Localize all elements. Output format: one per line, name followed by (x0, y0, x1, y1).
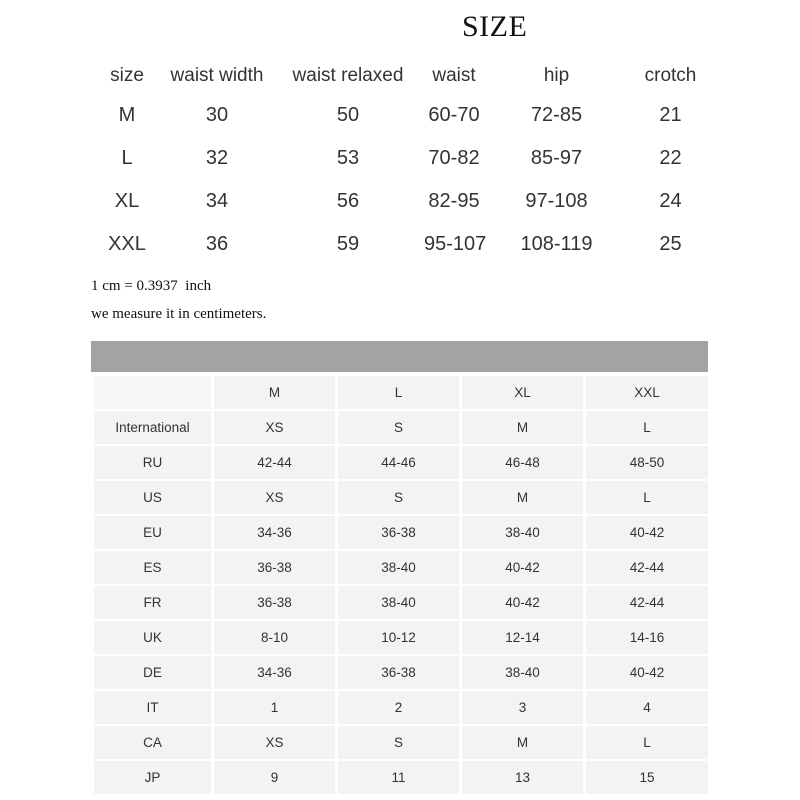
table-row (94, 761, 708, 794)
waist-width-cell: 32 (205, 147, 229, 169)
value-cell: S (338, 481, 459, 514)
value-cell: 36-38 (214, 586, 335, 619)
size-cell: L (121, 147, 133, 169)
header-hip: hip (543, 65, 570, 86)
header-waist-width: waist width (170, 65, 264, 86)
waist-cell: 95-107 (424, 233, 487, 255)
value-cell: 12-14 (462, 621, 583, 654)
row-label: RU (94, 446, 211, 479)
waist-width-cell: 36 (205, 233, 229, 255)
value-cell: 36-38 (338, 516, 459, 549)
value-cell: XS (214, 411, 335, 444)
waist-cell: 70-82 (428, 147, 480, 169)
size-cell: XL (114, 190, 140, 212)
waist-relaxed-cell: 53 (336, 147, 360, 169)
row-label: EU (94, 516, 211, 549)
value-cell: 38-40 (462, 656, 583, 689)
table-row (94, 481, 708, 514)
crotch-cell: 25 (659, 233, 682, 255)
value-cell: XS (214, 481, 335, 514)
size-cell: XXL (108, 233, 146, 255)
row-label: CA (94, 726, 211, 759)
value-cell: 34-36 (214, 516, 335, 549)
table-row (94, 446, 708, 479)
header-waist-relaxed: waist relaxed (292, 65, 404, 86)
value-cell: S (338, 726, 459, 759)
value-cell: 36-38 (338, 656, 459, 689)
waist-relaxed-cell: 56 (336, 190, 360, 212)
row-label: DE (94, 656, 211, 689)
size-table-header-row (92, 58, 712, 94)
measurement-unit-note: we measure it in centimeters. (91, 306, 267, 322)
table-row (94, 726, 708, 759)
column-header-l: L (338, 376, 459, 409)
value-cell: 3 (462, 691, 583, 724)
value-cell: 1 (214, 691, 335, 724)
hip-cell: 85-97 (530, 147, 583, 169)
value-cell: 8-10 (214, 621, 335, 654)
table-row (94, 551, 708, 584)
table-row (94, 516, 708, 549)
row-label: UK (94, 621, 211, 654)
value-cell: 36-38 (214, 551, 335, 584)
value-cell: 42-44 (214, 446, 335, 479)
crotch-cell: 24 (659, 190, 682, 212)
table-row (92, 137, 712, 180)
value-cell: 42-44 (586, 586, 708, 619)
table-row (94, 411, 708, 444)
column-header-m: M (214, 376, 335, 409)
hip-cell: 108-119 (520, 233, 593, 255)
international-size-conversion-table (91, 374, 711, 796)
row-label: International (94, 411, 211, 444)
row-label: ES (94, 551, 211, 584)
waist-cell: 60-70 (428, 104, 480, 126)
table-row (92, 180, 712, 223)
value-cell: 34-36 (214, 656, 335, 689)
value-cell: 10-12 (338, 621, 459, 654)
row-label: US (94, 481, 211, 514)
value-cell: 40-42 (462, 551, 583, 584)
column-header-xl: XL (462, 376, 583, 409)
value-cell: 38-40 (338, 586, 459, 619)
value-cell: 4 (586, 691, 708, 724)
value-cell: 48-50 (586, 446, 708, 479)
value-cell: 13 (462, 761, 583, 794)
value-cell: S (338, 411, 459, 444)
row-label: FR (94, 586, 211, 619)
value-cell: L (586, 411, 708, 444)
waist-width-cell: 34 (205, 190, 229, 212)
table-row (94, 656, 708, 689)
column-header-xxl: XXL (586, 376, 708, 409)
value-cell: 15 (586, 761, 708, 794)
conversion-header-row (94, 376, 708, 409)
waist-cell: 82-95 (428, 190, 480, 212)
size-chart-title: SIZE (462, 10, 528, 43)
value-cell: M (462, 481, 583, 514)
value-cell: XS (214, 726, 335, 759)
value-cell: 40-42 (462, 586, 583, 619)
size-measurement-table (92, 58, 712, 266)
value-cell: 40-42 (586, 516, 708, 549)
unit-conversion-note: 1 cm = 0.3937 inch (91, 278, 212, 294)
table-row (94, 621, 708, 654)
row-label: JP (94, 761, 211, 794)
header-waist: waist (432, 65, 476, 86)
value-cell: 9 (214, 761, 335, 794)
value-cell: M (462, 411, 583, 444)
waist-width-cell: 30 (205, 104, 229, 126)
row-label: IT (94, 691, 211, 724)
value-cell: 42-44 (586, 551, 708, 584)
table-row (92, 94, 712, 137)
size-cell: M (118, 104, 136, 126)
value-cell: 11 (338, 761, 459, 794)
value-cell: 40-42 (586, 656, 708, 689)
header-crotch: crotch (644, 65, 697, 86)
value-cell: 14-16 (586, 621, 708, 654)
value-cell: 38-40 (462, 516, 583, 549)
corner-cell (94, 376, 211, 409)
value-cell: M (462, 726, 583, 759)
value-cell: 2 (338, 691, 459, 724)
crotch-cell: 21 (659, 104, 682, 126)
hip-cell: 97-108 (525, 190, 588, 212)
hip-cell: 72-85 (530, 104, 583, 126)
header-size: size (110, 65, 144, 86)
value-cell: 38-40 (338, 551, 459, 584)
value-cell: L (586, 481, 708, 514)
waist-relaxed-cell: 50 (336, 104, 360, 126)
value-cell: L (586, 726, 708, 759)
conversion-header-band (91, 341, 708, 372)
value-cell: 44-46 (338, 446, 459, 479)
value-cell: 46-48 (462, 446, 583, 479)
table-row (92, 223, 712, 266)
waist-relaxed-cell: 59 (336, 233, 360, 255)
table-row (94, 586, 708, 619)
table-row (94, 691, 708, 724)
crotch-cell: 22 (659, 147, 682, 169)
